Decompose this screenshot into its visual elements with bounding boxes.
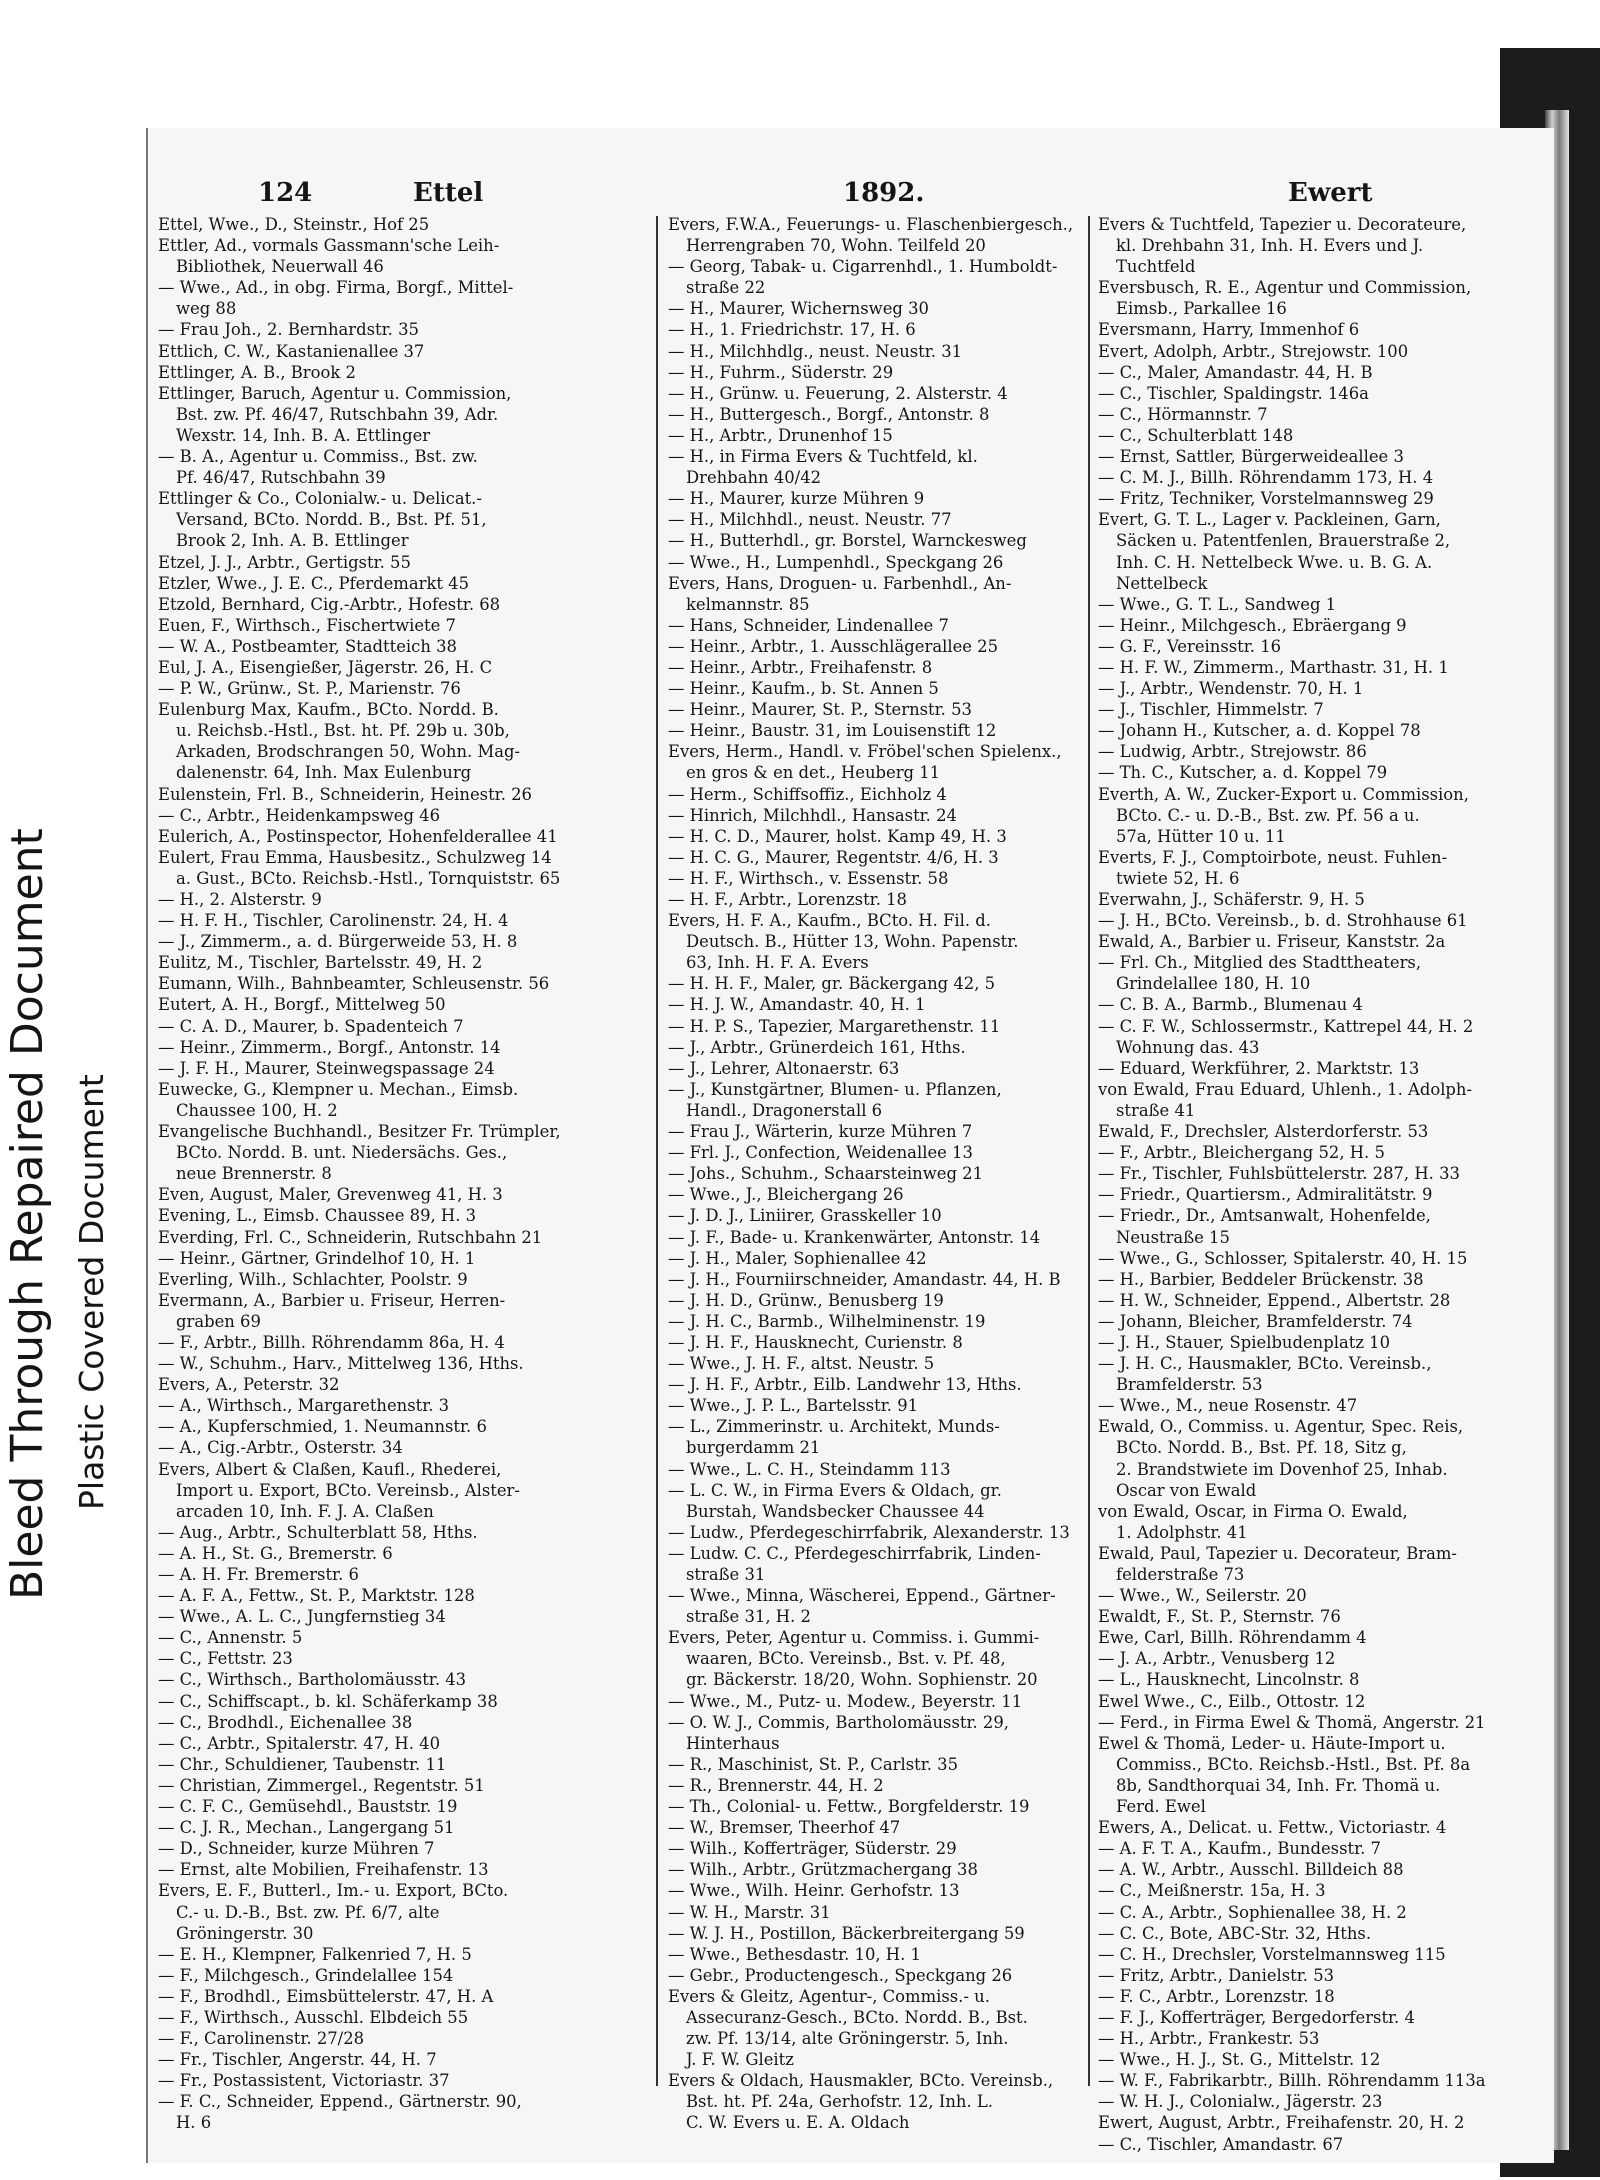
directory-entry-line: Inh. C. H. Nettelbeck Wwe. u. B. G. A. — [1116, 552, 1433, 572]
directory-entry-line: a. Gust., BCto. Reichsb.-Hstl., Tornquiststr. 65 — [176, 868, 561, 888]
directory-entry-line: — C., Maler, Amandastr. 44, H. B — [1098, 362, 1373, 382]
directory-entry-line: — C., Arbtr., Spitalerstr. 47, H. 40 — [158, 1733, 440, 1753]
directory-entry-line: Drehbahn 40/42 — [686, 468, 822, 488]
directory-column-1 — [158, 214, 570, 2134]
directory-entry-line: — F. C., Arbtr., Lorenzstr. 18 — [1098, 1986, 1335, 2006]
directory-entry-line: — Wwe., A. L. C., Jungfernstieg 34 — [158, 1607, 446, 1627]
directory-entry-line: Versand, BCto. Nordd. B., Bst. Pf. 51, — [176, 510, 487, 530]
directory-entry-line: — W. F., Fabrikarbtr., Billh. Röhrendamm 113a — [1098, 2071, 1486, 2091]
directory-entry-line: — H., Arbtr., Drunenhof 15 — [668, 425, 893, 445]
directory-entry-line: Brook 2, Inh. A. B. Ettlinger — [176, 531, 409, 551]
directory-entry-line: straße 31 — [686, 1565, 766, 1584]
directory-entry-line: Euen, F., Wirthsch., Fischertwiete 7 — [158, 615, 456, 635]
directory-entry-line: Commiss., BCto. Reichsb.-Hstl., Bst. Pf. 8a — [1116, 1754, 1471, 1774]
directory-entry-line: Evers & Gleitz, Agentur-, Commiss.- u. — [668, 1986, 990, 2006]
directory-entry-line: twiete 52, H. 6 — [1116, 868, 1240, 888]
directory-entry-line: — Wwe., H. J., St. G., Mittelstr. 12 — [1098, 2050, 1381, 2070]
directory-entry-line: Eulenburg Max, Kaufm., BCto. Nordd. B. — [158, 700, 499, 720]
directory-entry-line: 2. Brandstwiete im Dovenhof 25, Inhab. — [1116, 1459, 1448, 1479]
directory-entry-line: — Wwe., H., Lumpenhdl., Speckgang 26 — [668, 552, 1004, 572]
directory-entry-line: — D., Schneider, kurze Mühren 7 — [158, 1839, 435, 1859]
directory-entry-line: Evers, A., Peterstr. 32 — [158, 1375, 340, 1395]
column-rule — [1088, 216, 1090, 2086]
directory-entry-line: — J. H. C., Hausmakler, BCto. Vereinsb., — [1098, 1354, 1432, 1374]
directory-entry-line: C.- u. D.-B., Bst. zw. Pf. 6/7, alte — [176, 1902, 440, 1922]
directory-entry-line: — H. P. S., Tapezier, Margarethenstr. 11 — [668, 1016, 1001, 1036]
directory-entry-line: — Frl. Ch., Mitglied des Stadttheaters, — [1098, 953, 1422, 973]
directory-entry-line: Ewel Wwe., C., Eilb., Ottostr. 12 — [1098, 1691, 1366, 1711]
directory-entry-line: — Wwe., G., Schlosser, Spitalerstr. 40, H. 15 — [1098, 1248, 1468, 1268]
directory-entry-line: 8b, Sandthorquai 34, Inh. Fr. Thomä u. — [1116, 1775, 1441, 1795]
directory-entry-line: — R., Maschinist, St. P., Carlstr. 35 — [668, 1754, 959, 1774]
directory-entry-line: Evening, L., Eimsb. Chaussee 89, H. 3 — [158, 1206, 477, 1226]
directory-entry-line: Evers & Tuchtfeld, Tapezier u. Decorateure, — [1098, 215, 1467, 234]
directory-entry-line: — F., Wirthsch., Ausschl. Elbdeich 55 — [158, 2007, 469, 2027]
directory-entry-line: — C. J. R., Mechan., Langergang 51 — [158, 1818, 455, 1838]
directory-entry-line: — W. A., Postbeamter, Stadtteich 38 — [158, 636, 457, 656]
directory-entry-line: — J. H. D., Grünw., Benusberg 19 — [668, 1290, 944, 1310]
directory-entry-line: — F. J., Kofferträger, Bergedorferstr. 4 — [1098, 2007, 1415, 2027]
directory-entry-line: — Friedr., Quartiersm., Admiralitätstr. 9 — [1098, 1185, 1433, 1205]
directory-entry-line: Ewald, A., Barbier u. Friseur, Kanststr. 2a — [1098, 932, 1446, 952]
directory-entry-line: — Christian, Zimmergel., Regentstr. 51 — [158, 1775, 485, 1795]
directory-entry-line: — J., Kunstgärtner, Blumen- u. Pflanzen, — [668, 1079, 1002, 1099]
directory-entry-line: Eulert, Frau Emma, Hausbesitz., Schulzweg 14 — [158, 847, 552, 867]
directory-entry-line: — C. M. J., Billh. Röhrendamm 173, H. 4 — [1098, 468, 1434, 488]
directory-entry-line: Evers & Oldach, Hausmakler, BCto. Vereinsb., — [668, 2071, 1054, 2091]
directory-entry-line: Ettler, Ad., vormals Gassmann'sche Leih- — [158, 236, 500, 256]
directory-entry-line: Neustraße 15 — [1116, 1227, 1230, 1247]
directory-entry-line: — H. W., Schneider, Eppend., Albertstr. 28 — [1098, 1290, 1451, 1310]
directory-entry-line: straße 22 — [686, 278, 766, 298]
directory-entry-line: Chaussee 100, H. 2 — [176, 1100, 338, 1120]
directory-entry-line: zw. Pf. 13/14, alte Gröningerstr. 5, Inh. — [686, 2029, 1009, 2049]
directory-entry-line: — Fr., Tischler, Fuhlsbüttelerstr. 287, H. 33 — [1098, 1164, 1460, 1184]
directory-entry-line: Eimsb., Parkallee 16 — [1116, 299, 1287, 319]
directory-entry-line: BCto. C.- u. D.-B., Bst. zw. Pf. 56 a u. — [1116, 805, 1420, 825]
directory-entry-line: — Eduard, Werkführer, 2. Marktstr. 13 — [1098, 1058, 1420, 1078]
directory-entry-line: Euwecke, G., Klempner u. Mechan., Eimsb. — [158, 1079, 519, 1099]
directory-entry-line: Eulitz, M., Tischler, Bartelsstr. 49, H. 2 — [158, 953, 483, 973]
directory-entry-line: Ewald, F., Drechsler, Alsterdorferstr. 53 — [1098, 1122, 1429, 1142]
directory-entry-line: — Frl. J., Confection, Weidenallee 13 — [668, 1143, 973, 1163]
directory-entry-line: Evers, Albert & Claßen, Kaufl., Rhederei, — [158, 1459, 502, 1479]
directory-entry-line: — H. F., Arbtr., Lorenzstr. 18 — [668, 890, 907, 909]
directory-entry-line: Ettlich, C. W., Kastanienallee 37 — [158, 341, 425, 361]
directory-entry-line: 57a, Hütter 10 u. 11 — [1116, 826, 1286, 846]
directory-entry-line: — Wwe., Minna, Wäscherei, Eppend., Gärtner- — [668, 1586, 1056, 1606]
directory-entry-line: — H. H. F., Maler, gr. Bäckergang 42, 5 — [668, 974, 996, 994]
directory-entry-line: Ewert, August, Arbtr., Freihafenstr. 20, H. 2 — [1098, 2113, 1465, 2133]
directory-entry-line: — Wwe., J. H. F., altst. Neustr. 5 — [668, 1354, 935, 1374]
directory-column-3 — [1098, 214, 1510, 2155]
directory-entry-line: Ettlinger, Baruch, Agentur u. Commission, — [158, 383, 512, 403]
directory-entry-line: BCto. Nordd. B., Bst. Pf. 18, Sitz g, — [1116, 1438, 1407, 1458]
directory-entry-line: — A. F. A., Fettw., St. P., Marktstr. 128 — [158, 1586, 475, 1606]
directory-entry-line: — C., Brodhdl., Eichenallee 38 — [158, 1712, 413, 1732]
directory-entry-line: Gröningerstr. 30 — [176, 1923, 314, 1943]
directory-entry-line: Evert, Adolph, Arbtr., Strejowstr. 100 — [1098, 341, 1409, 361]
directory-entry-line: — Fr., Tischler, Angerstr. 44, H. 7 — [158, 2050, 437, 2070]
directory-entry-line: — C., Tischler, Amandastr. 67 — [1098, 2134, 1344, 2154]
directory-entry-line: Ewaldt, F., St. P., Sternstr. 76 — [1098, 1607, 1341, 1627]
directory-entry-line: — Wwe., J. P. L., Bartelsstr. 91 — [668, 1396, 919, 1416]
directory-entry-line: — Wwe., Bethesdastr. 10, H. 1 — [668, 1944, 921, 1964]
directory-entry-line: Even, August, Maler, Grevenweg 41, H. 3 — [158, 1185, 503, 1205]
directory-entry-line: — A., Cig.-Arbtr., Osterstr. 34 — [158, 1438, 403, 1458]
directory-entry-line: — F., Milchgesch., Grindelallee 154 — [158, 1965, 454, 1985]
directory-entry-line: — W., Bremser, Theerhof 47 — [668, 1818, 901, 1838]
directory-entry-line: — J. F. H., Maurer, Steinwegspassage 24 — [158, 1058, 495, 1078]
directory-entry-line: — Johann H., Kutscher, a. d. Koppel 78 — [1098, 721, 1421, 741]
directory-entry-line: — J., Arbtr., Grünerdeich 161, Hths. — [668, 1037, 966, 1057]
directory-entry-line: — H., Maurer, Wichernsweg 30 — [668, 299, 929, 319]
directory-entry-line: Eversmann, Harry, Immenhof 6 — [1098, 320, 1360, 340]
directory-entry-line: — Heinr., Maurer, St. P., Sternstr. 53 — [668, 700, 972, 720]
directory-entry-line: Evers, H. F. A., Kaufm., BCto. H. Fil. d. — [668, 911, 991, 931]
directory-entry-line: — C. F. C., Gemüsehdl., Bauststr. 19 — [158, 1797, 458, 1817]
directory-entry-line: Ettel, Wwe., D., Steinstr., Hof 25 — [158, 215, 430, 234]
directory-entry-line: Etzler, Wwe., J. E. C., Pferdemarkt 45 — [158, 573, 470, 593]
directory-entry-line: von Ewald, Oscar, in Firma O. Ewald, — [1098, 1501, 1408, 1521]
document-condition-labels — [0, 470, 138, 2180]
directory-entry-line: Tuchtfeld — [1116, 257, 1196, 277]
directory-entry-line: C. W. Evers u. E. A. Oldach — [686, 2113, 910, 2133]
directory-entry-line: neue Brennerstr. 8 — [176, 1164, 332, 1184]
directory-entry-line: — H., Milchhdl., neust. Neustr. 77 — [668, 510, 952, 530]
right-guide-word: Ewert — [1288, 178, 1373, 208]
directory-entry-line: Everwahn, J., Schäferstr. 9, H. 5 — [1098, 890, 1365, 909]
directory-entry-line: — Aug., Arbtr., Schulterblatt 58, Hths. — [158, 1522, 478, 1542]
directory-entry-line: von Ewald, Frau Eduard, Uhlenh., 1. Adolph- — [1098, 1079, 1473, 1099]
directory-entry-line: — L., Zimmerinstr. u. Architekt, Munds- — [668, 1417, 1000, 1437]
directory-entry-line: — J. H., Maler, Sophienallee 42 — [668, 1248, 927, 1268]
directory-entry-line: — C., Arbtr., Heidenkampsweg 46 — [158, 805, 441, 825]
directory-entry-line: — Johs., Schuhm., Schaarsteinweg 21 — [668, 1164, 984, 1184]
directory-entry-line: — C., Meißnerstr. 15a, H. 3 — [1098, 1881, 1326, 1901]
directory-entry-line: — J. H., BCto. Vereinsb., b. d. Strohhause 61 — [1098, 911, 1468, 931]
directory-entry-line: — G. F., Vereinsstr. 16 — [1098, 636, 1282, 656]
directory-entry-line: — Gebr., Productengesch., Speckgang 26 — [668, 1965, 1013, 1985]
directory-entry-line: Everling, Wilh., Schlachter, Poolstr. 9 — [158, 1269, 468, 1289]
directory-entry-line: — Wwe., G. T. L., Sandweg 1 — [1098, 594, 1337, 614]
directory-entry-line: — Ludw., Pferdegeschirrfabrik, Alexanderstr. 13 — [668, 1522, 1070, 1542]
directory-entry-line: H. 6 — [176, 2113, 212, 2133]
directory-entry-line: Bibliothek, Neuerwall 46 — [176, 257, 384, 277]
directory-entry-line: — J. F., Bade- u. Krankenwärter, Antonstr. 14 — [668, 1227, 1041, 1247]
directory-entry-line: Ewe, Carl, Billh. Röhrendamm 4 — [1098, 1628, 1367, 1648]
directory-entry-line: — Heinr., Gärtner, Grindelhof 10, H. 1 — [158, 1248, 476, 1268]
directory-entry-line: — C., Annenstr. 5 — [158, 1628, 303, 1648]
directory-entry-line: — A. W., Arbtr., Ausschl. Billdeich 88 — [1098, 1860, 1404, 1880]
directory-entry-line: dalenenstr. 64, Inh. Max Eulenburg — [176, 763, 472, 783]
directory-entry-line: — Fritz, Arbtr., Danielstr. 53 — [1098, 1965, 1335, 1985]
directory-entry-line: straße 31, H. 2 — [686, 1607, 811, 1627]
directory-entry-line: Pf. 46/47, Rutschbahn 39 — [176, 468, 386, 488]
directory-entry-line: Nettelbeck — [1116, 573, 1208, 593]
directory-entry-line: — C. H., Drechsler, Vorstelmannsweg 115 — [1098, 1944, 1446, 1964]
directory-entry-line: — Georg, Tabak- u. Cigarrenhdl., 1. Humboldt- — [668, 257, 1058, 277]
directory-entry-line: — Fritz, Techniker, Vorstelmannsweg 29 — [1098, 489, 1434, 509]
directory-entry-line: — Wwe., M., neue Rosenstr. 47 — [1098, 1396, 1358, 1416]
directory-entry-line: — A. H. Fr. Bremerstr. 6 — [158, 1565, 359, 1584]
directory-entry-line: Everts, F. J., Comptoirbote, neust. Fuhlen- — [1098, 847, 1448, 867]
directory-entry-line: — P. W., Grünw., St. P., Marienstr. 76 — [158, 679, 461, 699]
directory-entry-line: — Wwe., Wilh. Heinr. Gerhofstr. 13 — [668, 1881, 960, 1901]
directory-entry-line: — Ernst, Sattler, Bürgerweideallee 3 — [1098, 447, 1404, 467]
directory-entry-line: Bst. ht. Pf. 24a, Gerhofstr. 12, Inh. L. — [686, 2092, 993, 2112]
directory-entry-line: Grindelallee 180, H. 10 — [1116, 974, 1311, 994]
directory-entry-line: Hinterhaus — [686, 1733, 780, 1753]
directory-entry-line: — W., Schuhm., Harv., Mittelweg 136, Hths. — [158, 1354, 524, 1374]
directory-entry-line: Herrengraben 70, Wohn. Teilfeld 20 — [686, 236, 986, 256]
directory-entry-line: — C., Fettstr. 23 — [158, 1649, 293, 1669]
condition-label-primary: Bleed Through Repaired Document — [2, 828, 53, 1600]
directory-entry-line: Wexstr. 14, Inh. B. A. Ettlinger — [176, 425, 431, 445]
directory-entry-line: en gros & en det., Heuberg 11 — [686, 763, 941, 783]
directory-entry-line: — H., Arbtr., Frankestr. 53 — [1098, 2029, 1320, 2049]
directory-entry-line: Eul, J. A., Eisengießer, Jägerstr. 26, H. C — [158, 657, 493, 677]
directory-entry-line: — Ludwig, Arbtr., Strejowstr. 86 — [1098, 742, 1367, 762]
directory-entry-line: — H., Maurer, kurze Mühren 9 — [668, 489, 925, 509]
directory-entry-line: — L., Hausknecht, Lincolnstr. 8 — [1098, 1670, 1360, 1690]
directory-entry-line: — H., Milchhdlg., neust. Neustr. 31 — [668, 341, 963, 361]
directory-entry-line: — F. C., Schneider, Eppend., Gärtnerstr. 90, — [158, 2092, 522, 2112]
directory-entry-line: — W. H. J., Colonialw., Jägerstr. 23 — [1098, 2092, 1383, 2112]
directory-entry-line: waaren, BCto. Vereinsb., Bst. v. Pf. 48, — [686, 1649, 1006, 1669]
directory-entry-line: — R., Brennerstr. 44, H. 2 — [668, 1775, 884, 1795]
directory-entry-line: — H., Barbier, Beddeler Brückenstr. 38 — [1098, 1269, 1424, 1289]
directory-entry-line: — J. D. J., Liniirer, Grasskeller 10 — [668, 1206, 942, 1226]
directory-entry-line: — Ernst, alte Mobilien, Freihafenstr. 13 — [158, 1860, 489, 1880]
directory-entry-line: kelmannstr. 85 — [686, 594, 810, 614]
directory-entry-line: — J. H. C., Barmb., Wilhelminenstr. 19 — [668, 1311, 986, 1331]
directory-entry-line: Deutsch. B., Hütter 13, Wohn. Papenstr. — [686, 932, 1019, 952]
directory-entry-line: — Hinrich, Milchhdl., Hansastr. 24 — [668, 805, 957, 825]
directory-entry-line: — Heinr., Arbtr., 1. Ausschlägerallee 25 — [668, 636, 999, 656]
directory-entry-line: — O. W. J., Commis, Bartholomäusstr. 29, — [668, 1712, 1009, 1732]
directory-entry-line: — H., Buttergesch., Borgf., Antonstr. 8 — [668, 404, 990, 424]
directory-entry-line: Import u. Export, BCto. Vereinsb., Alster- — [176, 1480, 520, 1500]
directory-entry-line: — Wwe., W., Seilerstr. 20 — [1098, 1586, 1307, 1606]
year-heading: 1892. — [843, 178, 925, 208]
directory-entry-line: — A., Kupferschmied, 1. Neumannstr. 6 — [158, 1417, 487, 1437]
directory-entry-line: — A., Wirthsch., Margarethenstr. 3 — [158, 1396, 450, 1416]
directory-entry-line: Ewel & Thomä, Leder- u. Häute-Import u. — [1098, 1733, 1446, 1753]
directory-entry-line: Eulerich, A., Postinspector, Hohenfelderallee 41 — [158, 826, 558, 846]
directory-entry-line: — Fr., Postassistent, Victoriastr. 37 — [158, 2071, 450, 2091]
directory-entry-line: J. F. W. Gleitz — [686, 2050, 794, 2070]
directory-entry-line: 63, Inh. H. F. A. Evers — [686, 953, 869, 973]
directory-entry-line: — B. A., Agentur u. Commiss., Bst. zw. — [158, 447, 478, 467]
directory-entry-line: — Johann, Bleicher, Bramfelderstr. 74 — [1098, 1311, 1413, 1331]
directory-entry-line: Everding, Frl. C., Schneiderin, Rutschbahn 21 — [158, 1227, 543, 1247]
directory-entry-line: — C., Tischler, Spaldingstr. 146a — [1098, 383, 1369, 403]
directory-entry-line: Etzel, J. J., Arbtr., Gertigstr. 55 — [158, 552, 411, 572]
directory-entry-line: — W. J. H., Postillon, Bäckerbreitergang 59 — [668, 1923, 1025, 1943]
directory-entry-line: — Heinr., Kaufm., b. St. Annen 5 — [668, 679, 939, 699]
column-rule — [656, 216, 658, 2086]
directory-entry-line: — Wilh., Kofferträger, Süderstr. 29 — [668, 1839, 957, 1859]
directory-entry-line: — H., in Firma Evers & Tuchtfeld, kl. — [668, 447, 978, 467]
directory-column-2 — [668, 214, 1080, 2134]
directory-entry-line: Bramfelderstr. 53 — [1116, 1375, 1263, 1395]
directory-entry-line: 1. Adolphstr. 41 — [1116, 1522, 1248, 1542]
directory-entry-line: Ewald, O., Commiss. u. Agentur, Spec. Reis, — [1098, 1417, 1464, 1437]
directory-entry-line: — Wwe., J., Bleichergang 26 — [668, 1185, 904, 1205]
directory-entry-line: — C. B. A., Barmb., Blumenau 4 — [1098, 995, 1363, 1015]
directory-entry-line: — J., Zimmerm., a. d. Bürgerweide 53, H. 8 — [158, 932, 518, 952]
directory-entry-line: — Chr., Schuldiener, Taubenstr. 11 — [158, 1754, 447, 1774]
directory-entry-line: Evert, G. T. L., Lager v. Packleinen, Garn, — [1098, 510, 1441, 530]
directory-entry-line: — H. F. H., Tischler, Carolinenstr. 24, H. 4 — [158, 911, 509, 931]
directory-entry-line: Ewald, Paul, Tapezier u. Decorateur, Bram- — [1098, 1543, 1457, 1563]
directory-entry-line: — Herm., Schiffsoffiz., Eichholz 4 — [668, 784, 947, 804]
left-guide-word: Ettel — [413, 178, 484, 208]
directory-entry-line: Etzold, Bernhard, Cig.-Arbtr., Hofestr. 68 — [158, 594, 501, 614]
directory-entry-line: Wohnung das. 43 — [1116, 1037, 1260, 1057]
directory-entry-line: — Frau J., Wärterin, kurze Mühren 7 — [668, 1122, 973, 1142]
directory-entry-line: — Heinr., Zimmerm., Borgf., Antonstr. 14 — [158, 1037, 501, 1057]
directory-entry-line: Ettlinger & Co., Colonialw.- u. Delicat.- — [158, 489, 482, 509]
directory-entry-line: Evers, F.W.A., Feuerungs- u. Flaschenbiergesch., — [668, 215, 1074, 234]
directory-entry-line: — A. H., St. G., Bremerstr. 6 — [158, 1543, 393, 1563]
directory-entry-line: Bst. zw. Pf. 46/47, Rutschbahn 39, Adr. — [176, 404, 499, 424]
directory-entry-line: Evangelische Buchhandl., Besitzer Fr. Trümpler, — [158, 1122, 561, 1142]
directory-entry-line: — F., Arbtr., Billh. Röhrendamm 86a, H. 4 — [158, 1332, 505, 1352]
directory-entry-line: kl. Drehbahn 31, Inh. H. Evers und J. — [1116, 236, 1424, 256]
directory-entry-line: Evermann, A., Barbier u. Friseur, Herren- — [158, 1290, 506, 1310]
directory-entry-line: — H., Butterhdl., gr. Borstel, Warnckesweg — [668, 531, 1027, 551]
directory-entry-line: — J. A., Arbtr., Venusberg 12 — [1098, 1649, 1336, 1669]
directory-entry-line: Evers, Peter, Agentur u. Commiss. i. Gummi- — [668, 1628, 1040, 1648]
directory-entry-line: — C., Hörmannstr. 7 — [1098, 404, 1268, 424]
directory-entry-line: — Ferd., in Firma Ewel & Thomä, Angerstr. 21 — [1098, 1712, 1486, 1732]
directory-entry-line: — H., Fuhrm., Süderstr. 29 — [668, 362, 894, 382]
directory-entry-line: — H. C. D., Maurer, holst. Kamp 49, H. 3 — [668, 826, 1007, 846]
directory-page — [146, 128, 1554, 2163]
directory-entry-line: — C., Schulterblatt 148 — [1098, 425, 1294, 445]
directory-entry-line: — H. C. G., Maurer, Regentstr. 4/6, H. 3 — [668, 847, 999, 867]
directory-entry-line: arcaden 10, Inh. F. J. A. Claßen — [176, 1501, 434, 1521]
directory-entry-line: — Hans, Schneider, Lindenallee 7 — [668, 615, 949, 635]
directory-entry-line: — J. H., Stauer, Spielbudenplatz 10 — [1098, 1332, 1391, 1352]
directory-entry-line: — J., Lehrer, Altonaerstr. 63 — [668, 1058, 900, 1078]
directory-entry-line: — C., Schiffscapt., b. kl. Schäferkamp 38 — [158, 1691, 498, 1711]
directory-entry-line: — Heinr., Milchgesch., Ebräergang 9 — [1098, 615, 1407, 635]
directory-entry-line: — J., Tischler, Himmelstr. 7 — [1098, 700, 1324, 720]
directory-entry-line: felderstraße 73 — [1116, 1565, 1245, 1584]
directory-entry-line: — Friedr., Dr., Amtsanwalt, Hohenfelde, — [1098, 1206, 1431, 1226]
directory-entry-line: — F., Carolinenstr. 27/28 — [158, 2029, 365, 2049]
directory-entry-line: straße 41 — [1116, 1100, 1196, 1120]
directory-entry-line: Ettlinger, A. B., Brook 2 — [158, 362, 356, 382]
directory-entry-line: Eutert, A. H., Borgf., Mittelweg 50 — [158, 995, 446, 1015]
directory-entry-line: graben 69 — [176, 1311, 261, 1331]
directory-entry-line: Ewers, A., Delicat. u. Fettw., Victoriastr. 4 — [1098, 1818, 1447, 1838]
directory-entry-line: — W. H., Marstr. 31 — [668, 1902, 831, 1922]
directory-entry-line: — J. H., Fourniirschneider, Amandastr. 44, H. B — [668, 1269, 1061, 1289]
directory-entry-line: — E. H., Klempner, Falkenried 7, H. 5 — [158, 1944, 472, 1964]
directory-entry-line: — Wwe., L. C. H., Steindamm 113 — [668, 1459, 951, 1479]
directory-entry-line: — J., Arbtr., Wendenstr. 70, H. 1 — [1098, 679, 1364, 699]
directory-entry-line: — C. A., Arbtr., Sophienallee 38, H. 2 — [1098, 1902, 1407, 1922]
page-number: 124 — [258, 178, 313, 208]
directory-entry-line: — H. F., Wirthsch., v. Essenstr. 58 — [668, 868, 949, 888]
directory-entry-line: — Th. C., Kutscher, a. d. Koppel 79 — [1098, 763, 1388, 783]
directory-entry-line: Säcken u. Patentfenlen, Brauerstraße 2, — [1116, 531, 1451, 551]
directory-entry-line: Arkaden, Brodschrangen 50, Wohn. Mag- — [176, 742, 521, 762]
directory-entry-line: — L. C. W., in Firma Evers & Oldach, gr. — [668, 1480, 1002, 1500]
directory-entry-line: Evers, Hans, Droguen- u. Farbenhdl., An- — [668, 573, 1012, 593]
directory-entry-line: — F., Arbtr., Bleichergang 52, H. 5 — [1098, 1143, 1385, 1163]
directory-entry-line: — J. H. F., Hausknecht, Curienstr. 8 — [668, 1332, 963, 1352]
directory-entry-line: — Wilh., Arbtr., Grützmachergang 38 — [668, 1860, 978, 1880]
directory-entry-line: — Frau Joh., 2. Bernhardstr. 35 — [158, 320, 419, 340]
directory-entry-line: — A. F. T. A., Kaufm., Bundesstr. 7 — [1098, 1839, 1381, 1859]
directory-entry-line: — H. F. W., Zimmerm., Marthastr. 31, H. 1 — [1098, 657, 1449, 677]
directory-entry-line: — Heinr., Arbtr., Freihafenstr. 8 — [668, 657, 933, 677]
directory-entry-line: Ferd. Ewel — [1116, 1797, 1206, 1817]
directory-entry-line: — J. H. F., Arbtr., Eilb. Landwehr 13, Hths. — [668, 1375, 1022, 1395]
directory-entry-line: — C. C., Bote, ABC-Str. 32, Hths. — [1098, 1923, 1372, 1943]
directory-entry-line: Burstah, Wandsbecker Chaussee 44 — [686, 1501, 985, 1521]
directory-entry-line: Evers, E. F., Butterl., Im.- u. Export, BCto. — [158, 1881, 509, 1901]
directory-entry-line: Eversbusch, R. E., Agentur und Commission, — [1098, 278, 1472, 298]
directory-entry-line: — H. J. W., Amandastr. 40, H. 1 — [668, 995, 926, 1015]
directory-entry-line: Eumann, Wilh., Bahnbeamter, Schleusenstr. 56 — [158, 974, 550, 994]
condition-label-secondary: Plastic Covered Document — [72, 1074, 111, 1510]
directory-entry-line: burgerdamm 21 — [686, 1438, 821, 1458]
directory-entry-line: Oscar von Ewald — [1116, 1480, 1257, 1500]
directory-entry-line: — H., 1. Friedrichstr. 17, H. 6 — [668, 320, 916, 340]
directory-entry-line: — H., Grünw. u. Feuerung, 2. Alsterstr. 4 — [668, 383, 1008, 403]
directory-entry-line: — Ludw. C. C., Pferdegeschirrfabrik, Linden- — [668, 1543, 1041, 1563]
directory-entry-line: weg 88 — [176, 299, 237, 319]
directory-entry-line: — H., 2. Alsterstr. 9 — [158, 890, 322, 909]
directory-entry-line: gr. Bäckerstr. 18/20, Wohn. Sophienstr. 20 — [686, 1670, 1038, 1690]
directory-entry-line: — F., Brodhdl., Eimsbüttelerstr. 47, H. A — [158, 1986, 494, 2006]
directory-entry-line: — Th., Colonial- u. Fettw., Borgfelderstr. 19 — [668, 1797, 1030, 1817]
directory-entry-line: BCto. Nordd. B. unt. Niedersächs. Ges., — [176, 1143, 508, 1163]
directory-entry-line: — Wwe., M., Putz- u. Modew., Beyerstr. 11 — [668, 1691, 1023, 1711]
directory-entry-line: Evers, Herm., Handl. v. Fröbel'schen Spielenx., — [668, 742, 1062, 762]
directory-entry-line: Everth, A. W., Zucker-Export u. Commission, — [1098, 784, 1469, 804]
directory-entry-line: u. Reichsb.-Hstl., Bst. ht. Pf. 29b u. 30b, — [176, 721, 510, 741]
directory-entry-line: — C. F. W., Schlossermstr., Kattrepel 44, H. 2 — [1098, 1016, 1474, 1036]
directory-entry-line: — Heinr., Baustr. 31, im Louisenstift 12 — [668, 721, 997, 741]
directory-entry-line: Eulenstein, Frl. B., Schneiderin, Heinestr. 26 — [158, 784, 532, 804]
directory-entry-line: — C. A. D., Maurer, b. Spadenteich 7 — [158, 1016, 464, 1036]
directory-entry-line: Handl., Dragonerstall 6 — [686, 1100, 883, 1120]
directory-entry-line: — Wwe., Ad., in obg. Firma, Borgf., Mittel- — [158, 278, 514, 298]
directory-entry-line: Assecuranz-Gesch., BCto. Nordd. B., Bst. — [686, 2007, 1028, 2027]
directory-entry-line: — C., Wirthsch., Bartholomäusstr. 43 — [158, 1670, 467, 1690]
